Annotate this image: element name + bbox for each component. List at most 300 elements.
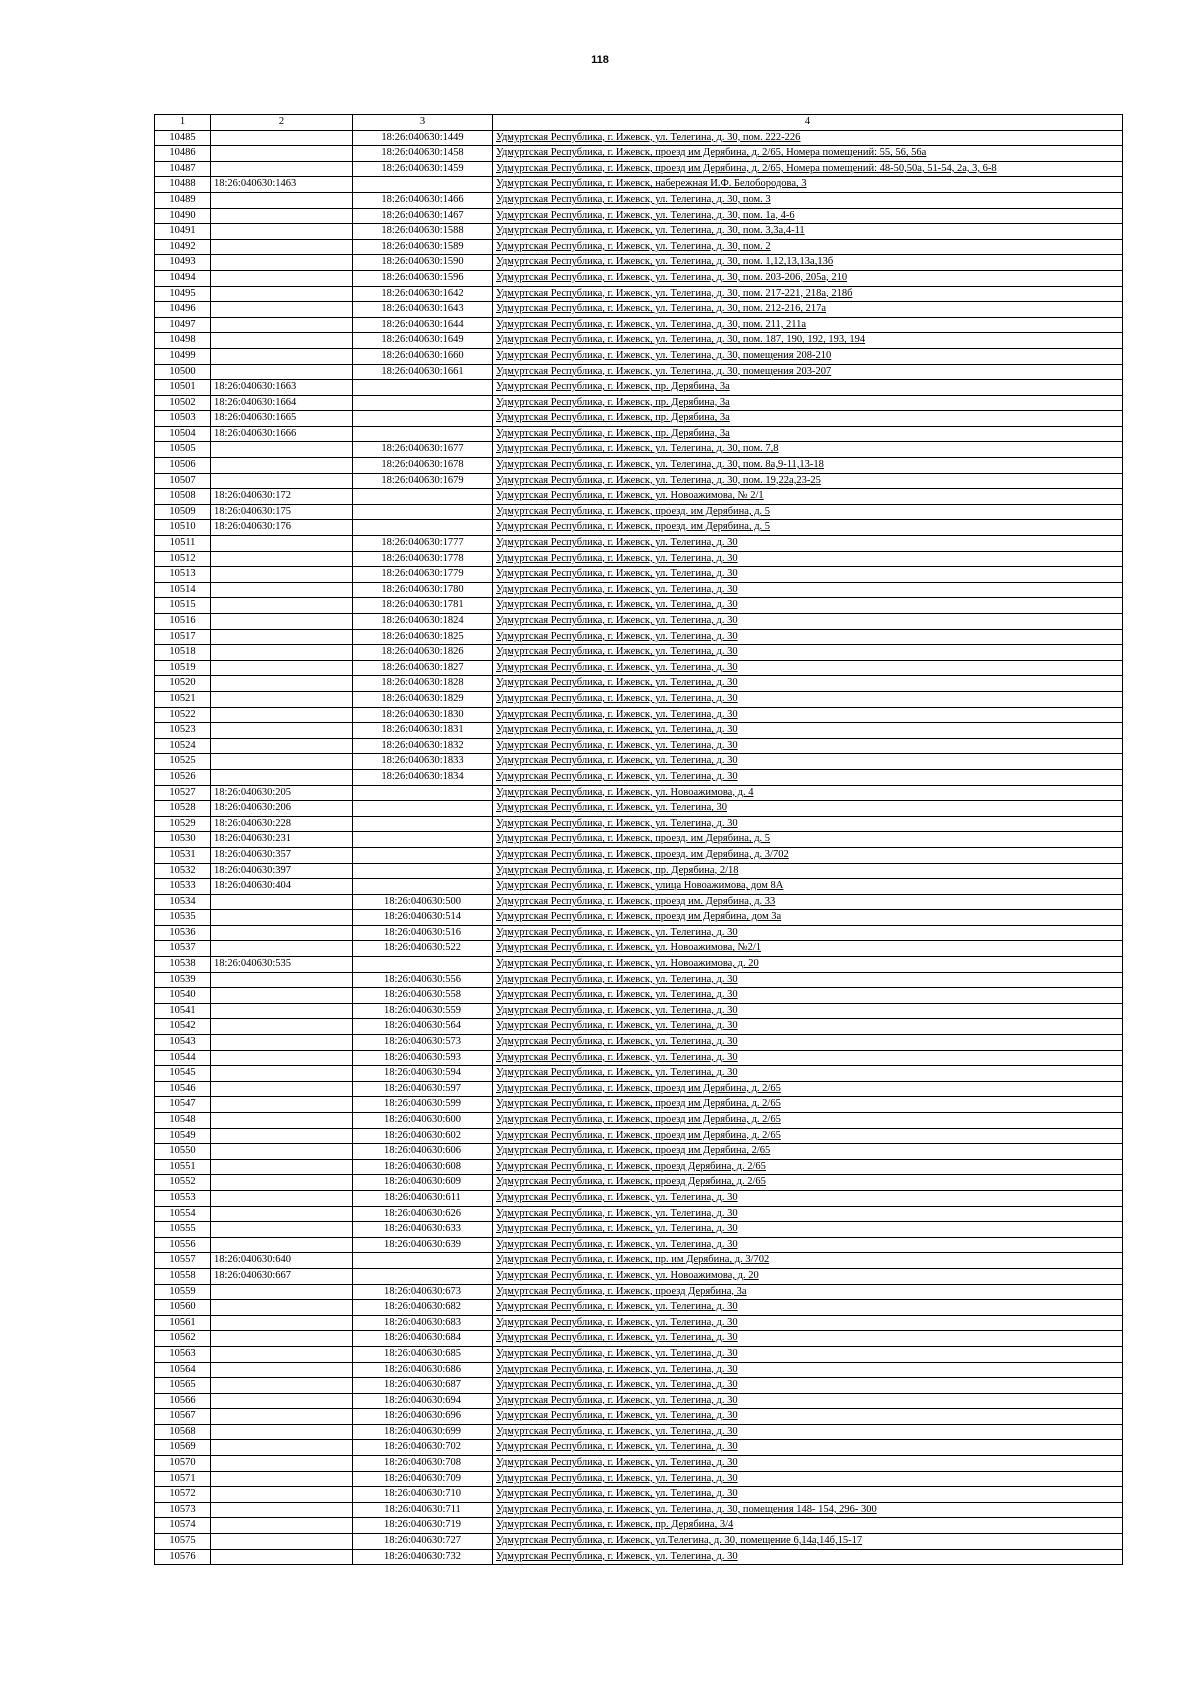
row-number: 10488 xyxy=(155,177,211,193)
object-cadastral-number: 18:26:040630:559 xyxy=(353,1003,493,1019)
plot-cadastral-number xyxy=(211,723,353,739)
table-row xyxy=(155,614,1123,630)
plot-cadastral-number xyxy=(211,1393,353,1409)
object-cadastral-number xyxy=(353,380,493,396)
header-row xyxy=(155,115,1123,131)
object-cadastral-number: 18:26:040630:1780 xyxy=(353,582,493,598)
plot-cadastral-number xyxy=(211,1113,353,1129)
plot-cadastral-number xyxy=(211,1471,353,1487)
address: Удмуртская Республика, г. Ижевск, ул. Телегина, д. 30 xyxy=(493,1456,1123,1472)
row-number: 10531 xyxy=(155,847,211,863)
table-row xyxy=(155,785,1123,801)
table-row xyxy=(155,1066,1123,1082)
object-cadastral-number xyxy=(353,847,493,863)
address: Удмуртская Республика, г. Ижевск, проезд им Дерябина, д. 2/65 xyxy=(493,1081,1123,1097)
address: Удмуртская Республика, г. Ижевск, ул. Телегина, д. 30 xyxy=(493,582,1123,598)
row-number: 10540 xyxy=(155,988,211,1004)
address: Удмуртская Республика, г. Ижевск, пр. Дерябина, 3/4 xyxy=(493,1518,1123,1534)
table-row xyxy=(155,286,1123,302)
row-number: 10519 xyxy=(155,660,211,676)
row-number: 10530 xyxy=(155,832,211,848)
address: Удмуртская Республика, г. Ижевск, ул. Телегина, д. 30 xyxy=(493,1237,1123,1253)
table-row xyxy=(155,1050,1123,1066)
plot-cadastral-number xyxy=(211,146,353,162)
row-number: 10498 xyxy=(155,333,211,349)
plot-cadastral-number xyxy=(211,598,353,614)
plot-cadastral-number xyxy=(211,1502,353,1518)
address: Удмуртская Республика, г. Ижевск, ул. Телегина, д. 30 xyxy=(493,629,1123,645)
address: Удмуртская Республика, г. Ижевск, ул. Телегина, д. 30 xyxy=(493,1440,1123,1456)
table-row xyxy=(155,442,1123,458)
plot-cadastral-number: 18:26:040630:1663 xyxy=(211,380,353,396)
address: Удмуртская Республика, г. Ижевск, набережная И.Ф. Белобородова, 3 xyxy=(493,177,1123,193)
object-cadastral-number: 18:26:040630:683 xyxy=(353,1315,493,1331)
plot-cadastral-number xyxy=(211,660,353,676)
address: Удмуртская Республика, г. Ижевск, проезд им Дерябина, д. 2/65, Номера помещений: 55, 56, 56а xyxy=(493,146,1123,162)
address: Удмуртская Республика, г. Ижевск, проезд им Дерябина, дом 3а xyxy=(493,910,1123,926)
object-cadastral-number xyxy=(353,1253,493,1269)
row-number: 10572 xyxy=(155,1487,211,1503)
row-number: 10568 xyxy=(155,1424,211,1440)
object-cadastral-number: 18:26:040630:1826 xyxy=(353,645,493,661)
address: Удмуртская Республика, г. Ижевск, ул. Телегина, д. 30 xyxy=(493,567,1123,583)
address: Удмуртская Республика, г. Ижевск, ул. Телегина, д. 30, помещения 208-210 xyxy=(493,348,1123,364)
plot-cadastral-number xyxy=(211,925,353,941)
table-row xyxy=(155,551,1123,567)
table-row xyxy=(155,769,1123,785)
row-number: 10517 xyxy=(155,629,211,645)
row-number: 10520 xyxy=(155,676,211,692)
plot-cadastral-number xyxy=(211,1534,353,1550)
table-row xyxy=(155,707,1123,723)
table-row xyxy=(155,208,1123,224)
table-row xyxy=(155,660,1123,676)
table-row xyxy=(155,1113,1123,1129)
object-cadastral-number: 18:26:040630:1781 xyxy=(353,598,493,614)
object-cadastral-number: 18:26:040630:694 xyxy=(353,1393,493,1409)
address: Удмуртская Республика, г. Ижевск, ул. Новоажимова, д. 4 xyxy=(493,785,1123,801)
row-number: 10536 xyxy=(155,925,211,941)
address: Удмуртская Республика, г. Ижевск, ул. Телегина, д. 30 xyxy=(493,551,1123,567)
address: Удмуртская Республика, г. Ижевск, проезд им Дерябина, 2/65 xyxy=(493,1144,1123,1160)
address: Удмуртская Республика, г. Ижевск, ул. Телегина, д. 30, пом. 1а, 4-6 xyxy=(493,208,1123,224)
table-row xyxy=(155,894,1123,910)
row-number: 10510 xyxy=(155,520,211,536)
table-row xyxy=(155,473,1123,489)
header-cell: 4 xyxy=(493,115,1123,131)
plot-cadastral-number: 18:26:040630:176 xyxy=(211,520,353,536)
object-cadastral-number: 18:26:040630:1466 xyxy=(353,192,493,208)
object-cadastral-number: 18:26:040630:606 xyxy=(353,1144,493,1160)
table-row xyxy=(155,801,1123,817)
plot-cadastral-number: 18:26:040630:397 xyxy=(211,863,353,879)
table-row xyxy=(155,1144,1123,1160)
plot-cadastral-number xyxy=(211,1487,353,1503)
row-number: 10571 xyxy=(155,1471,211,1487)
address: Удмуртская Республика, г. Ижевск, ул. Телегина, д. 30, пом. 3 xyxy=(493,192,1123,208)
table-row xyxy=(155,302,1123,318)
header-cell: 3 xyxy=(353,115,493,131)
table-row xyxy=(155,458,1123,474)
plot-cadastral-number xyxy=(211,691,353,707)
row-number: 10528 xyxy=(155,801,211,817)
plot-cadastral-number xyxy=(211,1549,353,1565)
row-number: 10502 xyxy=(155,395,211,411)
object-cadastral-number: 18:26:040630:522 xyxy=(353,941,493,957)
table-row xyxy=(155,1315,1123,1331)
plot-cadastral-number xyxy=(211,676,353,692)
table-row xyxy=(155,1534,1123,1550)
table-row xyxy=(155,1300,1123,1316)
table-row xyxy=(155,1003,1123,1019)
object-cadastral-number: 18:26:040630:593 xyxy=(353,1050,493,1066)
plot-cadastral-number xyxy=(211,551,353,567)
row-number: 10567 xyxy=(155,1409,211,1425)
row-number: 10523 xyxy=(155,723,211,739)
plot-cadastral-number xyxy=(211,754,353,770)
address: Удмуртская Республика, г. Ижевск, ул. Новоажимова, № 2/1 xyxy=(493,489,1123,505)
object-cadastral-number: 18:26:040630:1458 xyxy=(353,146,493,162)
object-cadastral-number: 18:26:040630:1825 xyxy=(353,629,493,645)
address: Удмуртская Республика, г. Ижевск, ул. Телегина, д. 30 xyxy=(493,723,1123,739)
row-number: 10505 xyxy=(155,442,211,458)
address: Удмуртская Республика, г. Ижевск, ул. Телегина, д. 30 xyxy=(493,988,1123,1004)
address: Удмуртская Республика, г. Ижевск, проезд. им Дерябина, д. 5 xyxy=(493,504,1123,520)
address: Удмуртская Республика, г. Ижевск, ул. Телегина, д. 30 xyxy=(493,676,1123,692)
object-cadastral-number: 18:26:040630:514 xyxy=(353,910,493,926)
object-cadastral-number: 18:26:040630:1778 xyxy=(353,551,493,567)
table-row xyxy=(155,1284,1123,1300)
object-cadastral-number xyxy=(353,177,493,193)
plot-cadastral-number xyxy=(211,582,353,598)
object-cadastral-number: 18:26:040630:556 xyxy=(353,972,493,988)
address: Удмуртская Республика, г. Ижевск, ул. Телегина, д. 30 xyxy=(493,1315,1123,1331)
object-cadastral-number: 18:26:040630:1824 xyxy=(353,614,493,630)
address: Удмуртская Республика, г. Ижевск, проезд им Дерябина, д. 2/65 xyxy=(493,1128,1123,1144)
plot-cadastral-number xyxy=(211,707,353,723)
row-number: 10514 xyxy=(155,582,211,598)
header-cell: 1 xyxy=(155,115,211,131)
plot-cadastral-number xyxy=(211,536,353,552)
address: Удмуртская Республика, г. Ижевск, ул. Телегина, д. 30 xyxy=(493,536,1123,552)
object-cadastral-number: 18:26:040630:1660 xyxy=(353,348,493,364)
row-number: 10487 xyxy=(155,161,211,177)
address: Удмуртская Республика, г. Ижевск, ул. Телегина, д. 30 xyxy=(493,972,1123,988)
address: Удмуртская Республика, г. Ижевск, проезд. им Дерябина, д. 5 xyxy=(493,832,1123,848)
row-number: 10532 xyxy=(155,863,211,879)
table-row xyxy=(155,1456,1123,1472)
plot-cadastral-number xyxy=(211,302,353,318)
plot-cadastral-number xyxy=(211,567,353,583)
plot-cadastral-number xyxy=(211,1378,353,1394)
plot-cadastral-number: 18:26:040630:205 xyxy=(211,785,353,801)
plot-cadastral-number xyxy=(211,1081,353,1097)
plot-cadastral-number: 18:26:040630:667 xyxy=(211,1268,353,1284)
object-cadastral-number xyxy=(353,504,493,520)
object-cadastral-number: 18:26:040630:1588 xyxy=(353,224,493,240)
plot-cadastral-number xyxy=(211,1237,353,1253)
object-cadastral-number xyxy=(353,411,493,427)
object-cadastral-number: 18:26:040630:1828 xyxy=(353,676,493,692)
row-number: 10490 xyxy=(155,208,211,224)
object-cadastral-number xyxy=(353,816,493,832)
object-cadastral-number: 18:26:040630:1830 xyxy=(353,707,493,723)
object-cadastral-number: 18:26:040630:686 xyxy=(353,1362,493,1378)
address: Удмуртская Республика, г. Ижевск, проезд им. Дерябина, д. 33 xyxy=(493,894,1123,910)
plot-cadastral-number xyxy=(211,894,353,910)
plot-cadastral-number xyxy=(211,738,353,754)
table-row xyxy=(155,1487,1123,1503)
address: Удмуртская Республика, г. Ижевск, ул. Телегина, д. 30 xyxy=(493,1409,1123,1425)
table-row xyxy=(155,1159,1123,1175)
plot-cadastral-number xyxy=(211,317,353,333)
plot-cadastral-number xyxy=(211,255,353,271)
table-row xyxy=(155,1268,1123,1284)
row-number: 10508 xyxy=(155,489,211,505)
object-cadastral-number: 18:26:040630:1467 xyxy=(353,208,493,224)
address: Удмуртская Республика, г. Ижевск, ул. Телегина, д. 30 xyxy=(493,816,1123,832)
object-cadastral-number: 18:26:040630:711 xyxy=(353,1502,493,1518)
plot-cadastral-number xyxy=(211,629,353,645)
address: Удмуртская Республика, г. Ижевск, ул. Новоажимова, №2/1 xyxy=(493,941,1123,957)
row-number: 10546 xyxy=(155,1081,211,1097)
plot-cadastral-number xyxy=(211,1144,353,1160)
object-cadastral-number: 18:26:040630:1449 xyxy=(353,130,493,146)
row-number: 10539 xyxy=(155,972,211,988)
table-row xyxy=(155,582,1123,598)
object-cadastral-number: 18:26:040630:732 xyxy=(353,1549,493,1565)
address: Удмуртская Республика, г. Ижевск, ул. Телегина, д. 30 xyxy=(493,1331,1123,1347)
row-number: 10522 xyxy=(155,707,211,723)
object-cadastral-number xyxy=(353,1268,493,1284)
table-row xyxy=(155,1440,1123,1456)
address: Удмуртская Республика, г. Ижевск, пр. Дерябина, 3а xyxy=(493,395,1123,411)
plot-cadastral-number xyxy=(211,130,353,146)
row-number: 10489 xyxy=(155,192,211,208)
table-row xyxy=(155,333,1123,349)
address: Удмуртская Республика, г. Ижевск, ул. Телегина, д. 30, пом. 2 xyxy=(493,239,1123,255)
object-cadastral-number xyxy=(353,785,493,801)
address: Удмуртская Республика, г. Ижевск, пр. им Дерябина, д. 3/702 xyxy=(493,1253,1123,1269)
table-row xyxy=(155,1518,1123,1534)
table-row xyxy=(155,161,1123,177)
address: Удмуртская Республика, г. Ижевск, ул. Телегина, д. 30, пом. 217-221, 218а, 218б xyxy=(493,286,1123,302)
table-row xyxy=(155,879,1123,895)
row-number: 10525 xyxy=(155,754,211,770)
address: Удмуртская Республика, г. Ижевск, проезд им Дерябина, д. 2/65 xyxy=(493,1113,1123,1129)
object-cadastral-number: 18:26:040630:684 xyxy=(353,1331,493,1347)
row-number: 10494 xyxy=(155,270,211,286)
plot-cadastral-number xyxy=(211,614,353,630)
plot-cadastral-number: 18:26:040630:1665 xyxy=(211,411,353,427)
plot-cadastral-number xyxy=(211,1066,353,1082)
address: Удмуртская Республика, г. Ижевск, проезд Дерябина, 3а xyxy=(493,1284,1123,1300)
address: Удмуртская Республика, г. Ижевск, проезд. им Дерябина, д. 3/702 xyxy=(493,847,1123,863)
row-number: 10542 xyxy=(155,1019,211,1035)
table-row xyxy=(155,754,1123,770)
table-row xyxy=(155,1362,1123,1378)
object-cadastral-number: 18:26:040630:727 xyxy=(353,1534,493,1550)
row-number: 10518 xyxy=(155,645,211,661)
table-row xyxy=(155,863,1123,879)
address: Удмуртская Республика, г. Ижевск, ул. Телегина, д. 30 xyxy=(493,1346,1123,1362)
address: Удмуртская Республика, г. Ижевск, ул. Телегина, д. 30 xyxy=(493,645,1123,661)
table-row xyxy=(155,520,1123,536)
table-row xyxy=(155,270,1123,286)
registry-table xyxy=(154,114,1123,1565)
table-row xyxy=(155,1190,1123,1206)
address: Удмуртская Республика, г. Ижевск, ул. Телегина, д. 30, пом. 7,8 xyxy=(493,442,1123,458)
table-row xyxy=(155,380,1123,396)
address: Удмуртская Республика, г. Ижевск, ул. Новоажимова, д. 20 xyxy=(493,957,1123,973)
address: Удмуртская Республика, г. Ижевск, ул. Телегина, д. 30 xyxy=(493,1471,1123,1487)
table-row xyxy=(155,1346,1123,1362)
row-number: 10516 xyxy=(155,614,211,630)
object-cadastral-number: 18:26:040630:1677 xyxy=(353,442,493,458)
address: Удмуртская Республика, г. Ижевск, ул. Телегина, д. 30 xyxy=(493,1222,1123,1238)
plot-cadastral-number xyxy=(211,1362,353,1378)
object-cadastral-number xyxy=(353,863,493,879)
plot-cadastral-number xyxy=(211,1019,353,1035)
address: Удмуртская Республика, г. Ижевск, проезд Дерябина, д. 2/65 xyxy=(493,1159,1123,1175)
plot-cadastral-number xyxy=(211,1409,353,1425)
object-cadastral-number: 18:26:040630:1459 xyxy=(353,161,493,177)
object-cadastral-number: 18:26:040630:558 xyxy=(353,988,493,1004)
address: Удмуртская Республика, г. Ижевск, ул. Телегина, д. 30 xyxy=(493,598,1123,614)
object-cadastral-number: 18:26:040630:1834 xyxy=(353,769,493,785)
table-row xyxy=(155,957,1123,973)
table-row xyxy=(155,1019,1123,1035)
row-number: 10553 xyxy=(155,1190,211,1206)
plot-cadastral-number xyxy=(211,1175,353,1191)
plot-cadastral-number xyxy=(211,1128,353,1144)
object-cadastral-number: 18:26:040630:608 xyxy=(353,1159,493,1175)
table-row xyxy=(155,1175,1123,1191)
table-row xyxy=(155,988,1123,1004)
table-row xyxy=(155,504,1123,520)
object-cadastral-number: 18:26:040630:633 xyxy=(353,1222,493,1238)
table-row xyxy=(155,426,1123,442)
row-number: 10561 xyxy=(155,1315,211,1331)
object-cadastral-number: 18:26:040630:564 xyxy=(353,1019,493,1035)
table-row xyxy=(155,1035,1123,1051)
row-number: 10506 xyxy=(155,458,211,474)
object-cadastral-number: 18:26:040630:1678 xyxy=(353,458,493,474)
row-number: 10558 xyxy=(155,1268,211,1284)
plot-cadastral-number xyxy=(211,1190,353,1206)
table-row xyxy=(155,1128,1123,1144)
plot-cadastral-number: 18:26:040630:228 xyxy=(211,816,353,832)
plot-cadastral-number xyxy=(211,270,353,286)
table-row xyxy=(155,910,1123,926)
table-row xyxy=(155,130,1123,146)
table-row xyxy=(155,1378,1123,1394)
row-number: 10512 xyxy=(155,551,211,567)
plot-cadastral-number xyxy=(211,1097,353,1113)
plot-cadastral-number xyxy=(211,458,353,474)
table-row xyxy=(155,723,1123,739)
row-number: 10544 xyxy=(155,1050,211,1066)
object-cadastral-number: 18:26:040630:1831 xyxy=(353,723,493,739)
table-row xyxy=(155,348,1123,364)
plot-cadastral-number xyxy=(211,645,353,661)
address: Удмуртская Республика, г. Ижевск, ул. Телегина, д. 30, пом. 222-226 xyxy=(493,130,1123,146)
address: Удмуртская Республика, г. Ижевск, ул. Телегина, д. 30 xyxy=(493,614,1123,630)
address: Удмуртская Республика, г. Ижевск, ул. Новоажимова, д. 20 xyxy=(493,1268,1123,1284)
address: Удмуртская Республика, г. Ижевск, ул. Телегина, 30 xyxy=(493,801,1123,817)
address: Удмуртская Республика, г. Ижевск, ул. Телегина, д. 30 xyxy=(493,1050,1123,1066)
plot-cadastral-number: 18:26:040630:640 xyxy=(211,1253,353,1269)
row-number: 10501 xyxy=(155,380,211,396)
table-row xyxy=(155,567,1123,583)
object-cadastral-number: 18:26:040630:611 xyxy=(353,1190,493,1206)
plot-cadastral-number: 18:26:040630:206 xyxy=(211,801,353,817)
row-number: 10534 xyxy=(155,894,211,910)
plot-cadastral-number xyxy=(211,161,353,177)
plot-cadastral-number xyxy=(211,988,353,1004)
object-cadastral-number: 18:26:040630:1644 xyxy=(353,317,493,333)
row-number: 10507 xyxy=(155,473,211,489)
object-cadastral-number: 18:26:040630:1779 xyxy=(353,567,493,583)
table-row xyxy=(155,1222,1123,1238)
plot-cadastral-number xyxy=(211,1003,353,1019)
row-number: 10485 xyxy=(155,130,211,146)
row-number: 10550 xyxy=(155,1144,211,1160)
address: Удмуртская Республика, г. Ижевск, ул. Телегина, д. 30, пом. 203-206, 205а, 210 xyxy=(493,270,1123,286)
table-row xyxy=(155,832,1123,848)
object-cadastral-number: 18:26:040630:573 xyxy=(353,1035,493,1051)
object-cadastral-number: 18:26:040630:1777 xyxy=(353,536,493,552)
object-cadastral-number: 18:26:040630:1590 xyxy=(353,255,493,271)
object-cadastral-number: 18:26:040630:500 xyxy=(353,894,493,910)
table-row xyxy=(155,925,1123,941)
plot-cadastral-number xyxy=(211,224,353,240)
table-row xyxy=(155,847,1123,863)
object-cadastral-number: 18:26:040630:1661 xyxy=(353,364,493,380)
object-cadastral-number: 18:26:040630:600 xyxy=(353,1113,493,1129)
row-number: 10538 xyxy=(155,957,211,973)
address: Удмуртская Республика, г. Ижевск, ул. Телегина, д. 30, помещения 203-207 xyxy=(493,364,1123,380)
object-cadastral-number: 18:26:040630:1596 xyxy=(353,270,493,286)
row-number: 10526 xyxy=(155,769,211,785)
address: Удмуртская Республика, г. Ижевск, ул. Телегина, д. 30 xyxy=(493,738,1123,754)
object-cadastral-number: 18:26:040630:1589 xyxy=(353,239,493,255)
object-cadastral-number: 18:26:040630:599 xyxy=(353,1097,493,1113)
plot-cadastral-number: 18:26:040630:175 xyxy=(211,504,353,520)
address: Удмуртская Республика, г. Ижевск, ул. Телегина, д. 30 xyxy=(493,691,1123,707)
address: Удмуртская Республика, г. Ижевск, ул. Телегина, д. 30 xyxy=(493,1378,1123,1394)
row-number: 10503 xyxy=(155,411,211,427)
plot-cadastral-number xyxy=(211,910,353,926)
row-number: 10573 xyxy=(155,1502,211,1518)
plot-cadastral-number xyxy=(211,1346,353,1362)
plot-cadastral-number xyxy=(211,286,353,302)
table-row xyxy=(155,224,1123,240)
row-number: 10529 xyxy=(155,816,211,832)
row-number: 10545 xyxy=(155,1066,211,1082)
object-cadastral-number: 18:26:040630:639 xyxy=(353,1237,493,1253)
row-number: 10499 xyxy=(155,348,211,364)
plot-cadastral-number xyxy=(211,239,353,255)
object-cadastral-number: 18:26:040630:1649 xyxy=(353,333,493,349)
plot-cadastral-number: 18:26:040630:1664 xyxy=(211,395,353,411)
address: Удмуртская Республика, г. Ижевск, ул. Телегина, д. 30 xyxy=(493,1019,1123,1035)
address: Удмуртская Республика, г. Ижевск, улица Новоажимова, дом 8А xyxy=(493,879,1123,895)
table-row xyxy=(155,1549,1123,1565)
plot-cadastral-number xyxy=(211,1035,353,1051)
table-row xyxy=(155,1471,1123,1487)
table-row xyxy=(155,1409,1123,1425)
